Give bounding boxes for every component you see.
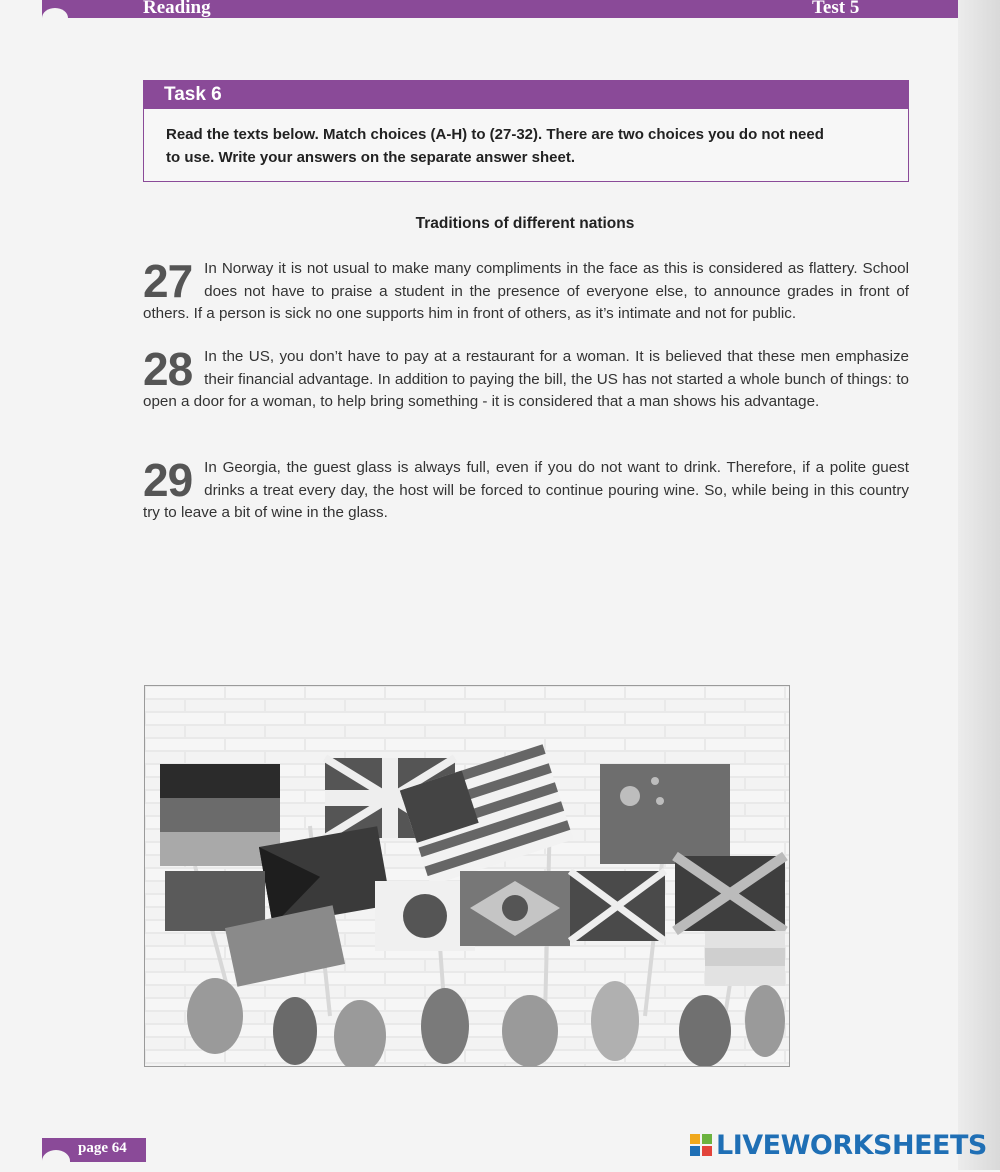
text-entry-28 [143, 343, 909, 414]
text-entry-27 [143, 255, 909, 326]
task-instructions: Read the texts below. Match choices (A-H) to (27-32). There are two choices you do not need to use. Write your answers on the separate answer sheet. [166, 126, 824, 166]
world-flags-photo [144, 685, 790, 1067]
header-section-label: Reading [143, 0, 211, 18]
text-entry-29 [143, 454, 909, 525]
header-tab-notch [42, 8, 68, 28]
entry-number: 28 [143, 343, 193, 395]
entry-text: In the US, you don’t have to pay at a restaurant for a woman. It is believed that these men emphasize their financial advantage. In addition to paying the bill, the US has not started a whole bunch of things: to open a door for a woman, to help bring something - it is considered that a man shows his advantage. [143, 348, 909, 410]
logo-grid-icon [690, 1134, 712, 1156]
page-number: page 64 [78, 1140, 127, 1156]
entry-number: 27 [143, 255, 193, 307]
page-tab-notch [42, 1150, 70, 1172]
header-test-label: Test 5 [812, 0, 860, 18]
page-edge-shadow [958, 0, 1000, 1170]
section-title: Traditions of different nations [415, 215, 635, 232]
liveworksheets-logo [690, 1128, 987, 1162]
entry-text: In Norway it is not usual to make many compliments in the face as this is considered as flattery. School does not have to praise a student in the presence of everyone else, to announce grades in front of others. If a person is sick no one supports him in front of others, as it’s intimate and not for public. [143, 260, 909, 322]
entry-number: 29 [143, 454, 193, 506]
task-box [143, 80, 909, 182]
task-title: Task 6 [144, 81, 908, 109]
flags-illustration [145, 686, 789, 1066]
entry-text: In Georgia, the guest glass is always full, even if you do not want to drink. Therefore, if a polite guest drinks a treat every day, the host will be forced to continue pouring wine. So, while being in this country try to leave a bit of wine in the glass. [143, 459, 909, 521]
brand-name: LIVEWORKSHEETS [716, 1129, 987, 1161]
